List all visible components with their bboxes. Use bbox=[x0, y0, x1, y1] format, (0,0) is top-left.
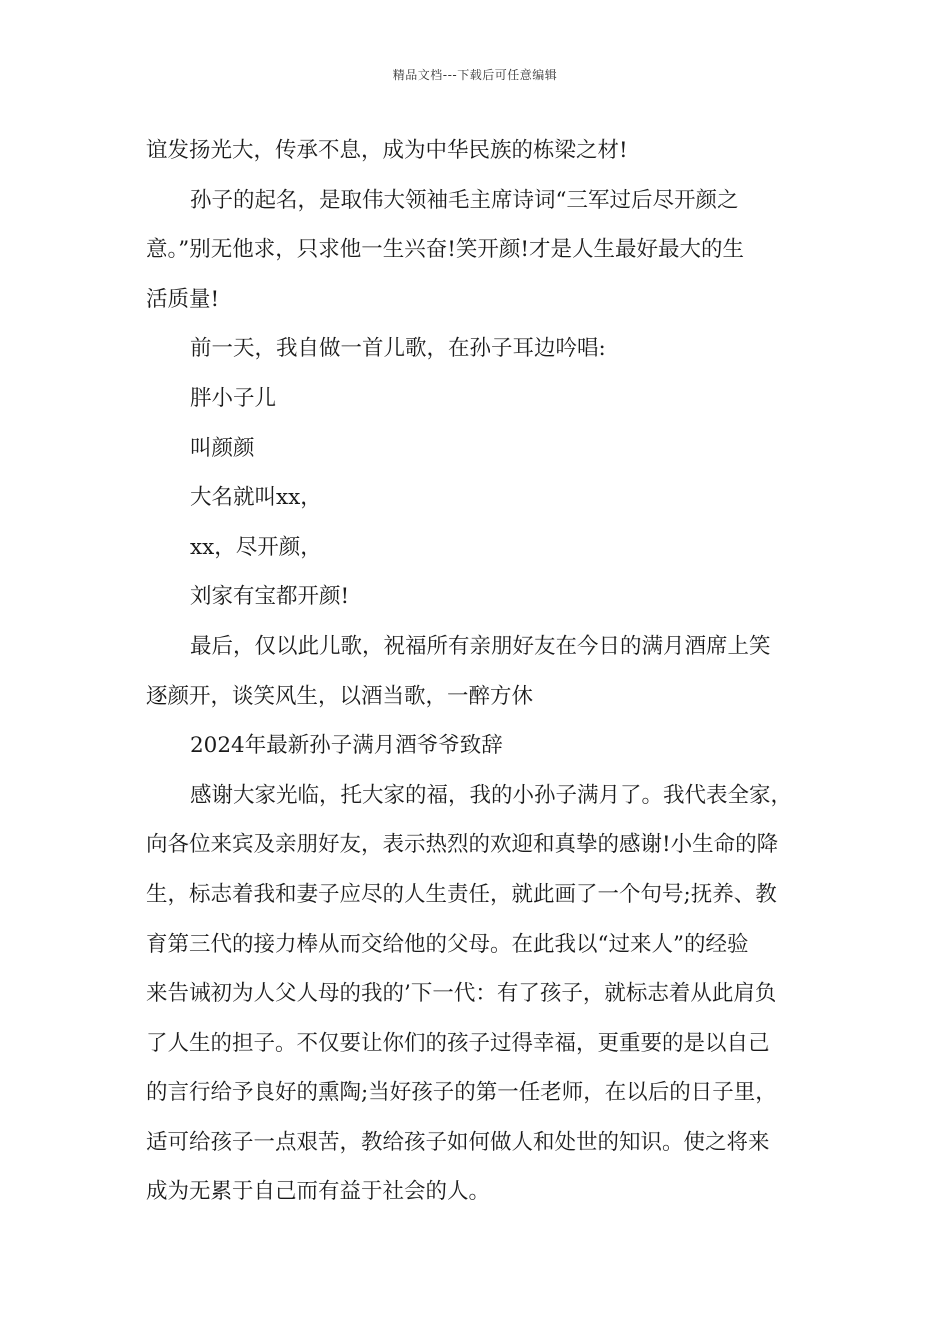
text-line: 向各位来宾及亲朋好友，表示热烈的欢迎和真挚的感谢!小生命的降 bbox=[146, 832, 779, 858]
text-line: 谊发扬光大，传承不息，成为中华民族的栋梁之材! bbox=[146, 138, 628, 163]
text-line: 生，标志着我和妻子应尽的人生责任，就此画了一个句号;抚养、教 bbox=[146, 881, 777, 907]
text-line: 逐颜开，谈笑风生，以酒当歌，一醉方休 bbox=[146, 683, 534, 709]
text-line: 来告诫初为人父人母的我的’下一代：有了孩子，就标志着从此肩负 bbox=[146, 981, 777, 1007]
text-line: 感谢大家光临，托大家的福，我的小孙子满月了。我代表全家， bbox=[190, 782, 793, 808]
text-line: 育第三代的接力棒从而交给他的父母。在此我以“过来人”的经验 bbox=[146, 931, 749, 957]
poem-line: 胖小子儿 bbox=[190, 385, 277, 411]
text-line: 意。”别无他求，只求他一生兴奋!笑开颜!才是人生最好最大的生 bbox=[146, 237, 745, 263]
poem-line: 大名就叫xx， bbox=[190, 485, 322, 511]
text-line: 最后，仅以此儿歌，祝福所有亲朋好友在今日的满月酒席上笑 bbox=[190, 633, 771, 659]
text-line: 的言行给予良好的熏陶;当好孩子的第一任老师，在以后的日子里， bbox=[146, 1080, 777, 1106]
poem-line: xx，尽开颜， bbox=[190, 534, 322, 560]
text-line: 前一天，我自做一首儿歌，在孙子耳边吟唱: bbox=[190, 336, 606, 362]
poem-line: 叫颜颜 bbox=[190, 435, 255, 461]
document-body bbox=[146, 126, 814, 1217]
section-title: 2024年最新孙子满月酒爷爷致辞 bbox=[190, 733, 503, 759]
text-line: 孙子的起名，是取伟大领袖毛主席诗词“三军过后尽开颜之 bbox=[190, 187, 739, 213]
text-line: 成为无累于自己而有益于社会的人。 bbox=[146, 1179, 491, 1205]
page-header: 精品文档---下载后可任意编辑 bbox=[392, 68, 558, 82]
poem-line: 刘家有宝都开颜! bbox=[190, 584, 350, 610]
text-line: 适可给孩子一点艰苦，教给孩子如何做人和处世的知识。使之将来 bbox=[146, 1129, 770, 1155]
text-line: 活质量! bbox=[146, 286, 220, 312]
text-line: 了人生的担子。不仅要让你们的孩子过得幸福，更重要的是以自己 bbox=[146, 1030, 770, 1056]
